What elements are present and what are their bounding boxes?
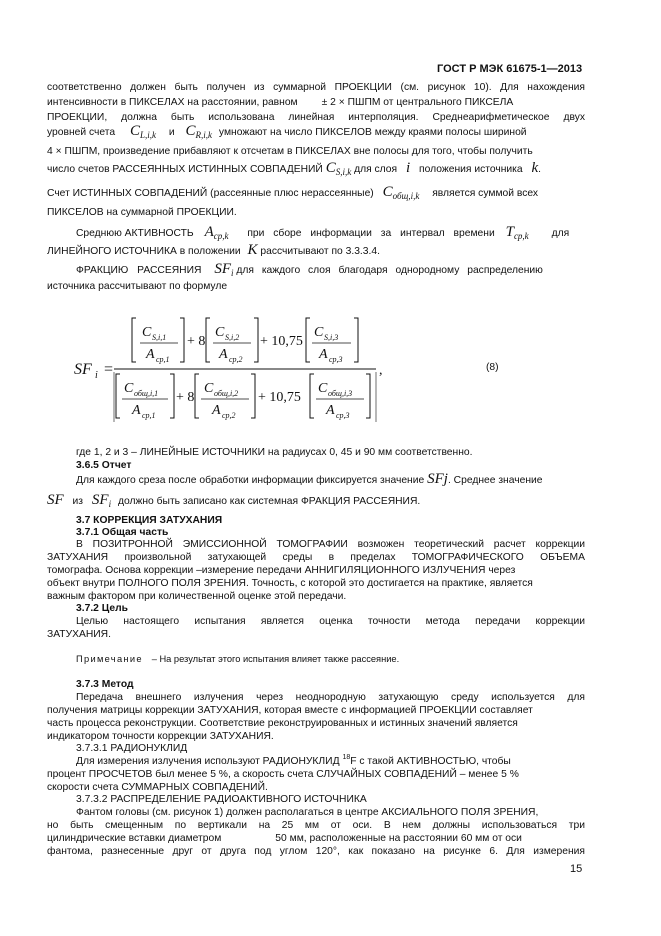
coef-8-num: + 8 — [187, 334, 206, 349]
text-line: ПИКСЕЛОВ на суммарной ПРОЕКЦИИ. — [47, 207, 237, 218]
svg-text:общ,i,1: общ,i,1 — [134, 389, 159, 398]
section-heading: 3.7.3.1 РАДИОНУКЛИД — [76, 743, 188, 754]
coef-1075-num: + 10,75 — [260, 334, 303, 349]
section-heading: 3.7.3 Метод — [76, 679, 134, 690]
text-line: цилиндрические вставки диаметром 50 мм, расположенные на расстоянии 60 мм от оси — [47, 833, 522, 844]
section-heading: 3.7.3.2 РАСПРЕДЕЛЕНИЕ РАДИОАКТИВНОГО ИСТОЧНИКА — [76, 794, 367, 805]
formula-equals: = — [104, 361, 114, 378]
note-label: Примечание — [76, 654, 143, 664]
text-line: Среднюю АКТИВНОСТЬ Acp,k при сборе информации за интервал времени Tcp,k для — [76, 224, 570, 241]
text-line: число счетов РАССЕЯННЫХ ИСТИННЫХ СОВПАДЕНИЙ CS,i,k для слоя i положения источника k. — [47, 160, 542, 177]
text-line: процент ПРОСЧЕТОВ был менее 5 %, а скорость счета СЛУЧАЙНЫХ СОВПАДЕНИЙ – менее 5 % — [47, 769, 519, 780]
svg-text:cp,3: cp,3 — [336, 411, 350, 420]
text-line: где 1, 2 и 3 – ЛИНЕЙНЫЕ ИСТОЧНИКИ на радиусах 0, 45 и 90 мм соответственно. — [76, 447, 473, 458]
math-symbol: C — [325, 160, 336, 176]
coef-1075-den: + 10,75 — [258, 390, 301, 405]
numerator-term-3 — [306, 318, 358, 364]
svg-text:C: C — [318, 381, 328, 396]
text-line: 4 × ПШПМ, произведение прибавляют к отсчетам в ПИКСЕЛАХ вне полосы для того, чтобы получить — [47, 146, 533, 157]
svg-text:S,i,2: S,i,2 — [225, 333, 240, 342]
note — [76, 652, 399, 667]
svg-text:cp,1: cp,1 — [142, 411, 156, 420]
svg-text:A: A — [319, 347, 328, 362]
svg-text:C: C — [204, 381, 214, 396]
text-line: ЗАТУХАНИЯ. — [47, 629, 111, 640]
math-symbol: C — [185, 123, 196, 139]
text-line: В ПОЗИТРОННОЙ ЭМИССИОННОЙ ТОМОГРАФИИ возможен теоретический расчет коррекции — [76, 539, 585, 550]
text-line: Для каждого среза после обработки информации фиксируется значение SFj. Среднее значение — [76, 471, 543, 487]
page-number: 15 — [570, 863, 583, 875]
text-line: получения матрицы коррекции ЗАТУХАНИЯ, которая вместе с информацией ПРОЕКЦИИ составляет — [47, 705, 533, 716]
svg-text:cp,2: cp,2 — [222, 411, 236, 420]
text-line: ЗАТУХАНИЯ произвольной затухающей среды в пределах ТОМОГРАФИЧЕСКОГО ОБЪЕМА — [47, 552, 585, 563]
svg-text:A: A — [146, 347, 155, 362]
formula-lhs: SF — [74, 361, 92, 378]
formula-number: (8) — [486, 362, 499, 373]
text-line: фантома, разнесенные друг от друга под углом 120°, как показано на рисунке 6. Для измерения — [47, 846, 585, 857]
scatter-fraction-formula — [70, 312, 520, 424]
text-line: источника рассчитывают по формуле — [47, 281, 228, 292]
svg-text:A: A — [212, 403, 221, 418]
denominator-term-2 — [195, 374, 255, 420]
text-line: но быть смещенным по вертикали на 25 мм от оси. В нем должны использоваться три — [47, 820, 585, 831]
text-line: Для измерения излучения используют РАДИОНУКЛИД $^{18}$F с такой АКТИВНОСТЬЮ, чтобы — [76, 754, 511, 767]
text-line: интенсивности в ПИКСЕЛАХ на расстоянии, равном ± 2 × ПШПМ от центрального ПИКСЕЛА — [47, 97, 514, 108]
svg-text:A: A — [132, 403, 141, 418]
text-line: ЛИНЕЙНОГО ИСТОЧНИКА в положении K рассчитывают по 3.3.3.4. — [47, 242, 380, 258]
denominator-term-1 — [116, 374, 174, 420]
numerator-term-2 — [206, 318, 258, 364]
svg-text:A: A — [219, 347, 228, 362]
formula-comma: , — [379, 363, 383, 378]
text-line: скорости счета СУММАРНЫХ СОВПАДЕНИЙ. — [47, 782, 268, 793]
text-line: Целью настоящего испытания является оценка точности метода передачи коррекции — [76, 616, 585, 627]
text-line: соответственно должен быть получен из суммарной ПРОЕКЦИИ (см. рисунок 10). Для нахождения — [47, 82, 585, 93]
svg-text:S,i,3: S,i,3 — [324, 333, 339, 342]
svg-text:cp,2: cp,2 — [229, 355, 243, 364]
svg-text:C: C — [142, 325, 152, 340]
text-line: ПРОЕКЦИИ, должна быть использована линейная интерполяция. Среднеарифметическое двух — [47, 112, 585, 123]
text-line: томографа. Основа коррекции –измерение передачи АННИГИЛЯЦИОННОГО ИЗЛУЧЕНИЯ через — [47, 565, 516, 576]
section-heading: 3.7.2 Цель — [76, 603, 129, 614]
coef-8-den: + 8 — [176, 390, 195, 405]
denominator-term-3 — [310, 374, 370, 420]
text-line: уровней счета CL,i,k и CR,i,k умножают на число ПИКСЕЛОВ между краями полосы шириной — [47, 123, 527, 140]
numerator-term-1 — [132, 318, 184, 364]
svg-text:cp,3: cp,3 — [329, 355, 343, 364]
text-line: индикатором точности коррекции ЗАТУХАНИЯ. — [47, 731, 274, 742]
svg-text:S,i,1: S,i,1 — [152, 333, 167, 342]
text-line: Счет ИСТИННЫХ СОВПАДЕНИЙ (рассеянные плюс нерассеянные) Cобщ,i,k является суммой всех — [47, 184, 539, 201]
section-heading: 3.7.1 Общая часть — [76, 527, 169, 538]
text-line: Передача внешнего излучения через неоднородную затухающую среду используется для — [76, 692, 585, 703]
section-heading: 3.6.5 Отчет — [76, 460, 132, 471]
standard-header: ГОСТ Р МЭК 61675-1—2013 — [437, 63, 583, 75]
svg-text:общ,i,2: общ,i,2 — [214, 389, 239, 398]
text-line: часть процесса реконструкции. Соответствие реконструированных и истинных значений является — [47, 718, 518, 729]
section-heading: 3.7 КОРРЕКЦИЯ ЗАТУХАНИЯ — [76, 515, 223, 526]
svg-text:C: C — [124, 381, 134, 396]
math-symbol: C — [129, 123, 140, 139]
svg-text:A: A — [326, 403, 335, 418]
text-line: объект внутри ПОЛНОГО ПОЛЯ ЗРЕНИЯ. Точность, с которой это достигается на практике, является — [47, 578, 533, 589]
text-line: важным фактором при количественной оценке этой передачи. — [47, 591, 347, 602]
text-line: ФРАКЦИЮ РАССЕЯНИЯ SFi для каждого слоя благодаря однородному распределению — [76, 261, 543, 278]
svg-text:общ,i,3: общ,i,3 — [328, 389, 353, 398]
svg-text:cp,1: cp,1 — [156, 355, 170, 364]
svg-text:C: C — [215, 325, 225, 340]
svg-text:C: C — [314, 325, 324, 340]
text-line: SF из SFi должно быть записано как системная ФРАКЦИЯ РАССЕЯНИЯ. — [47, 492, 421, 509]
note-text: – На результат этого испытания влияет также рассеяние. — [151, 654, 400, 664]
formula-lhs-sub: i — [95, 370, 98, 381]
text-line: Фантом головы (см. рисунок 1) должен располагаться в центре АКСИАЛЬНОГО ПОЛЯ ЗРЕНИЯ, — [76, 807, 539, 818]
